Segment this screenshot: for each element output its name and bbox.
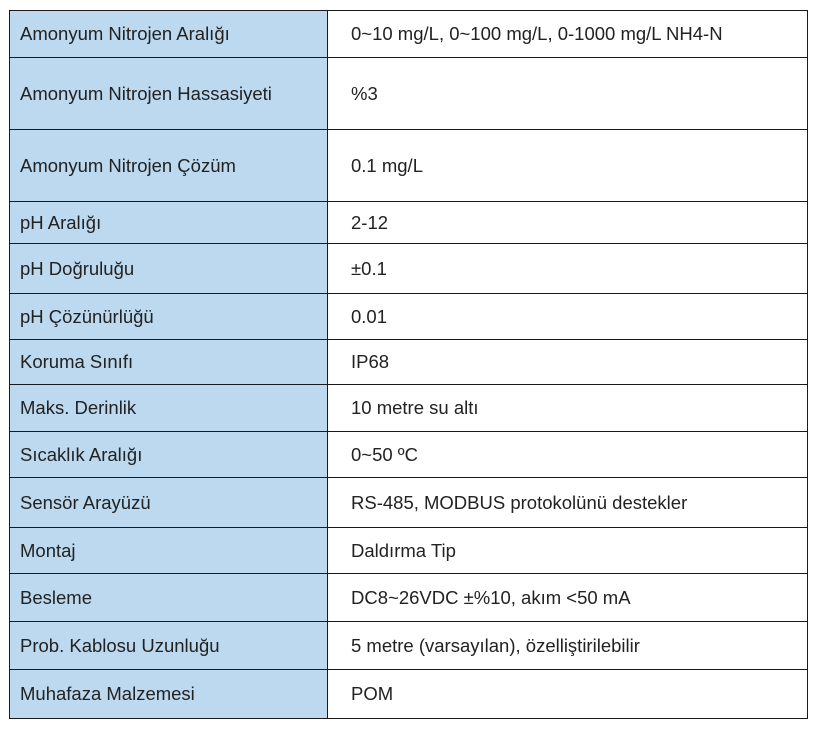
row-label: Sensör Arayüzü [10,478,328,528]
table-row [10,244,808,294]
row-label: Sıcaklık Aralığı [10,432,328,478]
table-row [10,58,808,130]
table-row [10,432,808,478]
row-value: 0.1 mg/L [328,130,808,202]
row-label: Besleme [10,574,328,622]
row-value: 10 metre su altı [328,385,808,432]
row-label: Prob. Kablosu Uzunluğu [10,622,328,670]
row-label: Amonyum Nitrojen Aralığı [10,11,328,58]
row-label: pH Doğruluğu [10,244,328,294]
row-label: Koruma Sınıfı [10,340,328,385]
table-row [10,622,808,670]
row-label: Amonyum Nitrojen Çözüm [10,130,328,202]
table-row [10,670,808,719]
row-label: Montaj [10,528,328,574]
row-value: 2-12 [328,202,808,244]
row-value: POM [328,670,808,719]
row-label: Maks. Derinlik [10,385,328,432]
table-row [10,528,808,574]
row-label: pH Aralığı [10,202,328,244]
row-value: Daldırma Tip [328,528,808,574]
table-row [10,478,808,528]
row-value: 0~10 mg/L, 0~100 mg/L, 0-1000 mg/L NH4-N [328,11,808,58]
table-row [10,574,808,622]
table-row [10,11,808,58]
row-value: 0.01 [328,294,808,340]
spec-table-body [10,11,808,719]
row-label: Amonyum Nitrojen Hassasiyeti [10,58,328,130]
table-row [10,385,808,432]
row-label: Muhafaza Malzemesi [10,670,328,719]
table-row [10,294,808,340]
row-value: DC8~26VDC ±%10, akım <50 mA [328,574,808,622]
row-label: pH Çözünürlüğü [10,294,328,340]
table-row [10,130,808,202]
row-value: IP68 [328,340,808,385]
table-row [10,340,808,385]
row-value: %3 [328,58,808,130]
row-value: ±0.1 [328,244,808,294]
spec-table [9,10,808,719]
row-value: 5 metre (varsayılan), özelliştirilebilir [328,622,808,670]
table-row [10,202,808,244]
row-value: 0~50 ºC [328,432,808,478]
row-value: RS-485, MODBUS protokolünü destekler [328,478,808,528]
